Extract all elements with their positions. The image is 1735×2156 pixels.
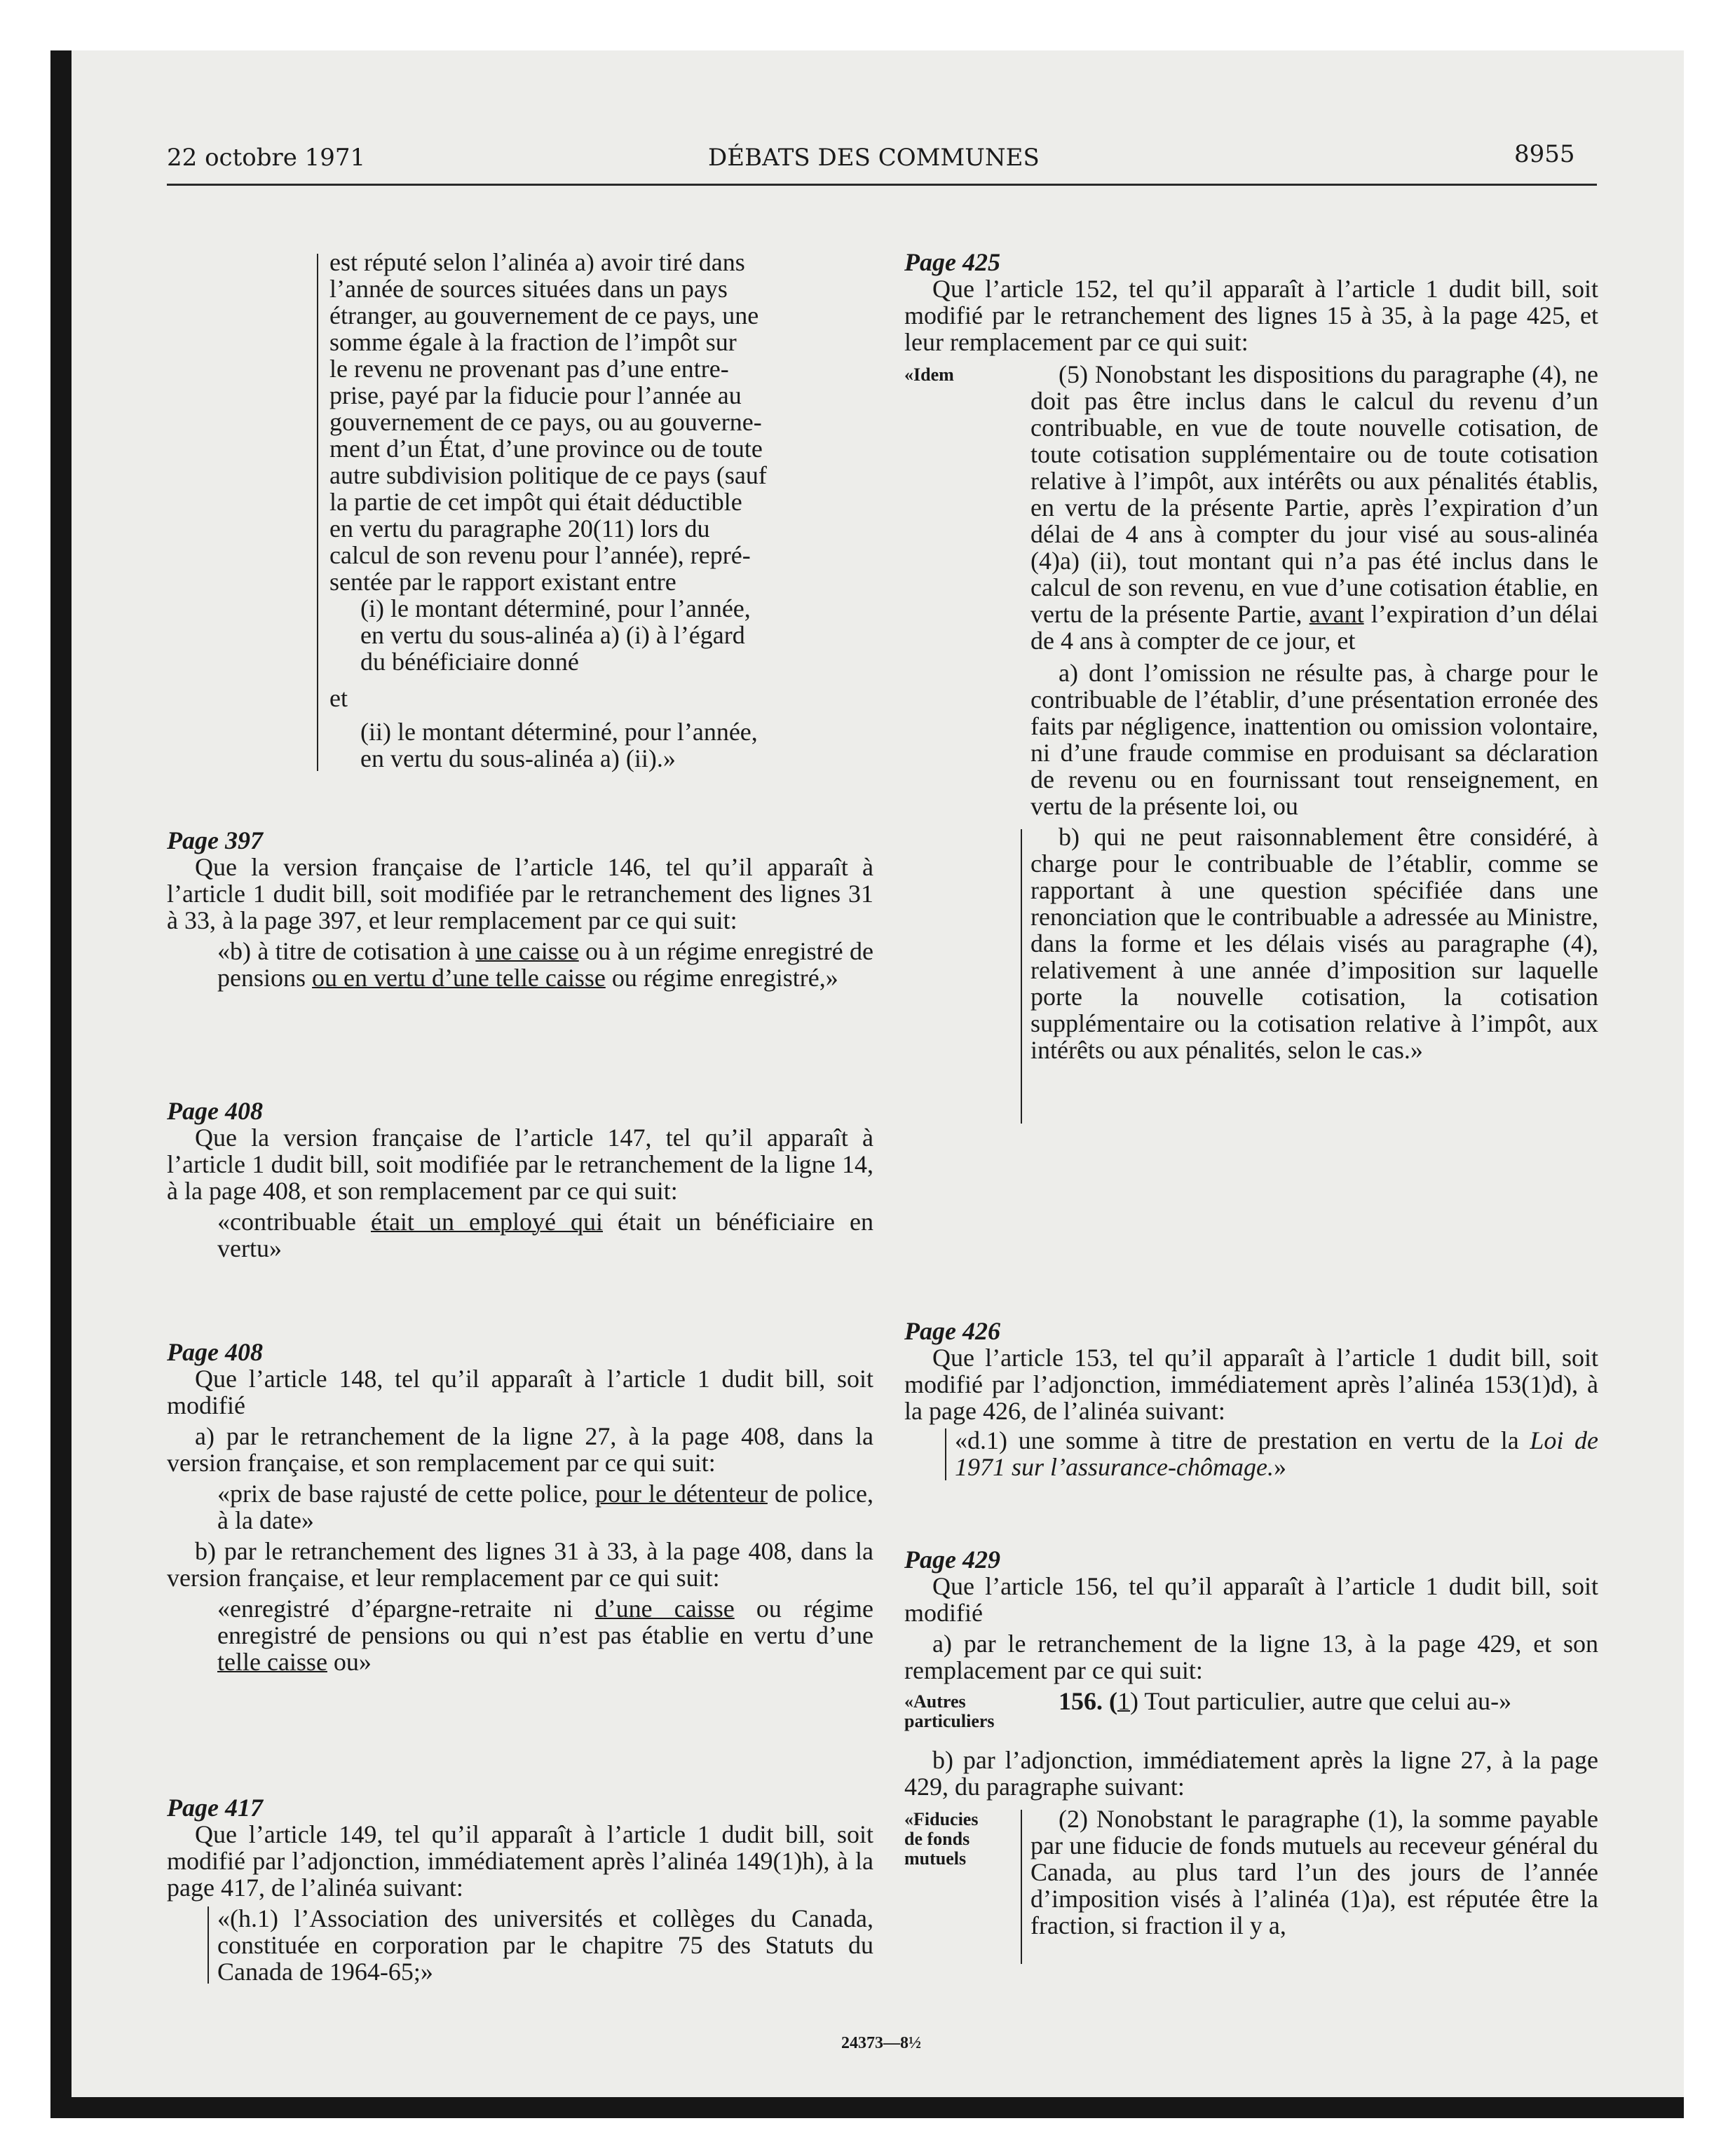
amended-text: «contribuable était un employé qui était un bénéficiaire en vertu» (217, 1208, 873, 1262)
margin-note-idem: «Idem (904, 364, 954, 385)
item-a: a) dont l’omission ne résulte pas, à charge pour le contribuable de l’établir, d’une présentation erronée des faits par négligence, inattention ou omission volontaire, ni d’une fraude commise en produisant sa déclaration de revenu ou en fournissant tout renseignement, en vertu de la présente loi, ou (1030, 659, 1598, 820)
quote-bar (945, 1428, 946, 1480)
subsection-2-text: (2) Nonobstant le paragraphe (1), la somme payable par une fiducie de fonds mutuels au receveur général du Canada, au plus tard l’un des jours de l’année d’imposition visés à l’alinéa (1)a), est réputée être la fraction, si fraction il y a, (1030, 1805, 1598, 1939)
item-i-line: en vertu du sous-alinéa a) (i) à l’égard (360, 621, 745, 649)
section-page-429 (904, 1546, 1598, 1939)
item-b: b) qui ne peut raisonnablement être considéré, à charge pour le contribuable de l’établir, comme se rapportant à une question spécifiée dans une renonciation que le contribuable a adressée au Ministre, dans la forme et les délais visés au paragraphe (4), relativement à une année d’imposition sur laquelle porte la nouvelle cotisation, la cotisation supplémentaire ou la cotisation relative à l’impôt, aux intérêts ou aux pénalités, selon le cas.» (1030, 823, 1598, 1064)
intro-line: ment d’un État, d’une province ou de toute (329, 435, 763, 463)
intro-line: l’année de sources situées dans un pays (329, 275, 728, 303)
amended-block (904, 1427, 1598, 1480)
intro-line: somme égale à la fraction de l’impôt sur (329, 328, 737, 356)
intro-line: la partie de cet impôt qui était déductible (329, 488, 742, 516)
subsection-2-block (904, 1806, 1598, 1939)
section-page-425 (904, 249, 1598, 1063)
section-page-408-b (167, 1339, 873, 1675)
header-date: 22 octobre 1971 (167, 144, 366, 172)
section-heading: Page 397 (167, 826, 263, 854)
scan-border-bottom (50, 2097, 1684, 2118)
item-a: a) par le retranchement de la ligne 13, à la page 429, et son remplacement par ce qui suit: (904, 1630, 1598, 1684)
intro-line: étranger, au gouvernement de ce pays, une (329, 301, 759, 329)
intro-line: calcul de son revenu pour l’année), repré- (329, 541, 751, 569)
margin-note-fiducies: «Fiducies de fonds mutuels (904, 1809, 979, 1869)
section-body: Que l’article 156, tel qu’il apparaît à l’article 1 dudit bill, soit modifié (904, 1572, 1598, 1627)
amended-text: «b) à titre de cotisation à une caisse ou à un régime enregistré de pensions ou en vertu d’une telle caisse ou régime enregistré,» (217, 937, 874, 992)
intro-line: prise, payé par la fiducie pour l’année au (329, 381, 742, 409)
section-body: Que la version française de l’article 146, tel qu’il apparaît à l’article 1 dudit bill, soit modifiée par le retranchement des lignes 31 à 33, à la page 397, et leur remplacement par ce qui suit: (167, 853, 873, 934)
amended-block (167, 1905, 873, 1985)
intro-line: sentée par le rapport existant entre (329, 568, 676, 596)
item-b: b) par l’adjonction, immédiatement après la ligne 27, à la page 429, du paragraphe suivant: (904, 1746, 1598, 1801)
intro-line: en vertu du paragraphe 20(11) lors du (329, 514, 710, 543)
quote-bar (317, 254, 318, 771)
section-heading: Page 426 (904, 1317, 1000, 1345)
quote-bar (1021, 829, 1022, 1124)
section-heading: Page 408 (167, 1338, 263, 1366)
section-page-417 (167, 1794, 873, 1985)
item-ii-line: en vertu du sous-alinéa a) (ii).» (360, 744, 676, 772)
item-b-block (904, 824, 1598, 1063)
amended-text: «d.1) une somme à titre de prestation en vertu de la Loi de 1971 sur l’assurance-chômage.» (955, 1426, 1598, 1481)
section-page-397 (167, 827, 873, 991)
conjunction-et: et (329, 684, 348, 712)
amended-text: «prix de base rajusté de cette police, pour le détenteur de police, à la date» (217, 1480, 873, 1534)
item-i-line: (i) le montant déterminé, pour l’année, (360, 594, 751, 622)
subsection-5-text: (5) Nonobstant les dispositions du paragraphe (4), ne doit pas être inclus dans le calcul du revenu d’un contribuable, en vue de toute nouvelle cotisation, de toute cotisation supplémentaire ou de toute cotisation relative à l’impôt, aux intérêts ou aux pénalités établis, en vertu de la présente Partie, après l’expiration d’un délai de 4 ans à compter du jour visé au sous-alinéa (4)a) (ii), tout montant qui n’a pas été inclus dans le calcul de son revenu, en vue d’une cotisation établie, en vertu de la présente Partie, avant l’expiration d’un délai de 4 ans à compter de ce jour, et (1030, 360, 1599, 655)
section-heading: Page 417 (167, 1794, 263, 1822)
section-body: Que l’article 152, tel qu’il apparaît à l’article 1 dudit bill, soit modifié par le retranchement des lignes 15 à 35, à la page 425, et leur remplacement par ce qui suit: (904, 275, 1598, 356)
section-heading: Page 425 (904, 248, 1000, 276)
quote-bar (207, 1906, 209, 1984)
amended-text: «(h.1) l’Association des universités et collèges du Canada, constituée en corporation par le chapitre 75 des Statuts du Canada de 1964-65;» (217, 1904, 873, 1986)
header-rule (167, 184, 1597, 186)
item-a: a) par le retranchement de la ligne 27, à la page 408, dans la version française, et son remplacement par ce qui suit: (167, 1422, 873, 1477)
scan-border-left (50, 50, 72, 2111)
subsection-5 (904, 361, 1598, 1063)
intro-line: est réputé selon l’alinéa a) avoir tiré dans (329, 248, 745, 276)
section-156-text: 156. (1) Tout particulier, autre que celui au-» (1059, 1687, 1512, 1715)
section-body: Que l’article 149, tel qu’il apparaît à l’article 1 dudit bill, soit modifié par l’adjonction, immédiatement après l’alinéa 149(1)h), à la page 417, de l’alinéa suivant: (167, 1820, 873, 1902)
item-ii-line: (ii) le montant déterminé, pour l’année, (360, 718, 758, 746)
section-body: Que l’article 148, tel qu’il apparaît à l’article 1 dudit bill, soit modifié (167, 1365, 873, 1419)
footer-code: 24373—8½ (841, 2034, 921, 2052)
section-156-block (904, 1688, 1598, 1741)
item-i-line: du bénéficiaire donné (360, 648, 579, 676)
section-heading: Page 408 (167, 1097, 263, 1125)
intro-line: le revenu ne provenant pas d’une entre- (329, 355, 729, 383)
section-body: Que l’article 153, tel qu’il apparaît à l’article 1 dudit bill, soit modifié par l’adjonction, immédiatement après l’alinéa 153(1)d), à la page 426, de l’alinéa suivant: (904, 1344, 1598, 1425)
section-body: Que la version française de l’article 147, tel qu’il apparaît à l’article 1 dudit bill, soit modifiée par le retranchement de la ligne 14, à la page 408, et son remplacement par ce qui suit: (167, 1124, 873, 1205)
section-heading: Page 429 (904, 1546, 1000, 1574)
margin-note-autres: «Autres particuliers (904, 1691, 995, 1731)
section-page-408-a (167, 1098, 873, 1262)
header-title: DÉBATS DES COMMUNES (708, 144, 1040, 172)
header-page-number: 8955 (1514, 140, 1575, 168)
quote-bar (1021, 1810, 1022, 1964)
intro-line: autre subdivision politique de ce pays (sauf (329, 461, 767, 489)
item-b: b) par le retranchement des lignes 31 à 33, à la page 408, dans la version française, et leur remplacement par ce qui suit: (167, 1537, 873, 1592)
intro-line: gouvernement de ce pays, ou au gouverne- (329, 408, 762, 436)
amended-text: «enregistré d’épargne-retraite ni d’une caisse ou régime enregistré de pensions ou qui n’est pas établie en vertu d’une telle caisse ou» (217, 1595, 873, 1676)
section-page-426 (904, 1318, 1598, 1480)
